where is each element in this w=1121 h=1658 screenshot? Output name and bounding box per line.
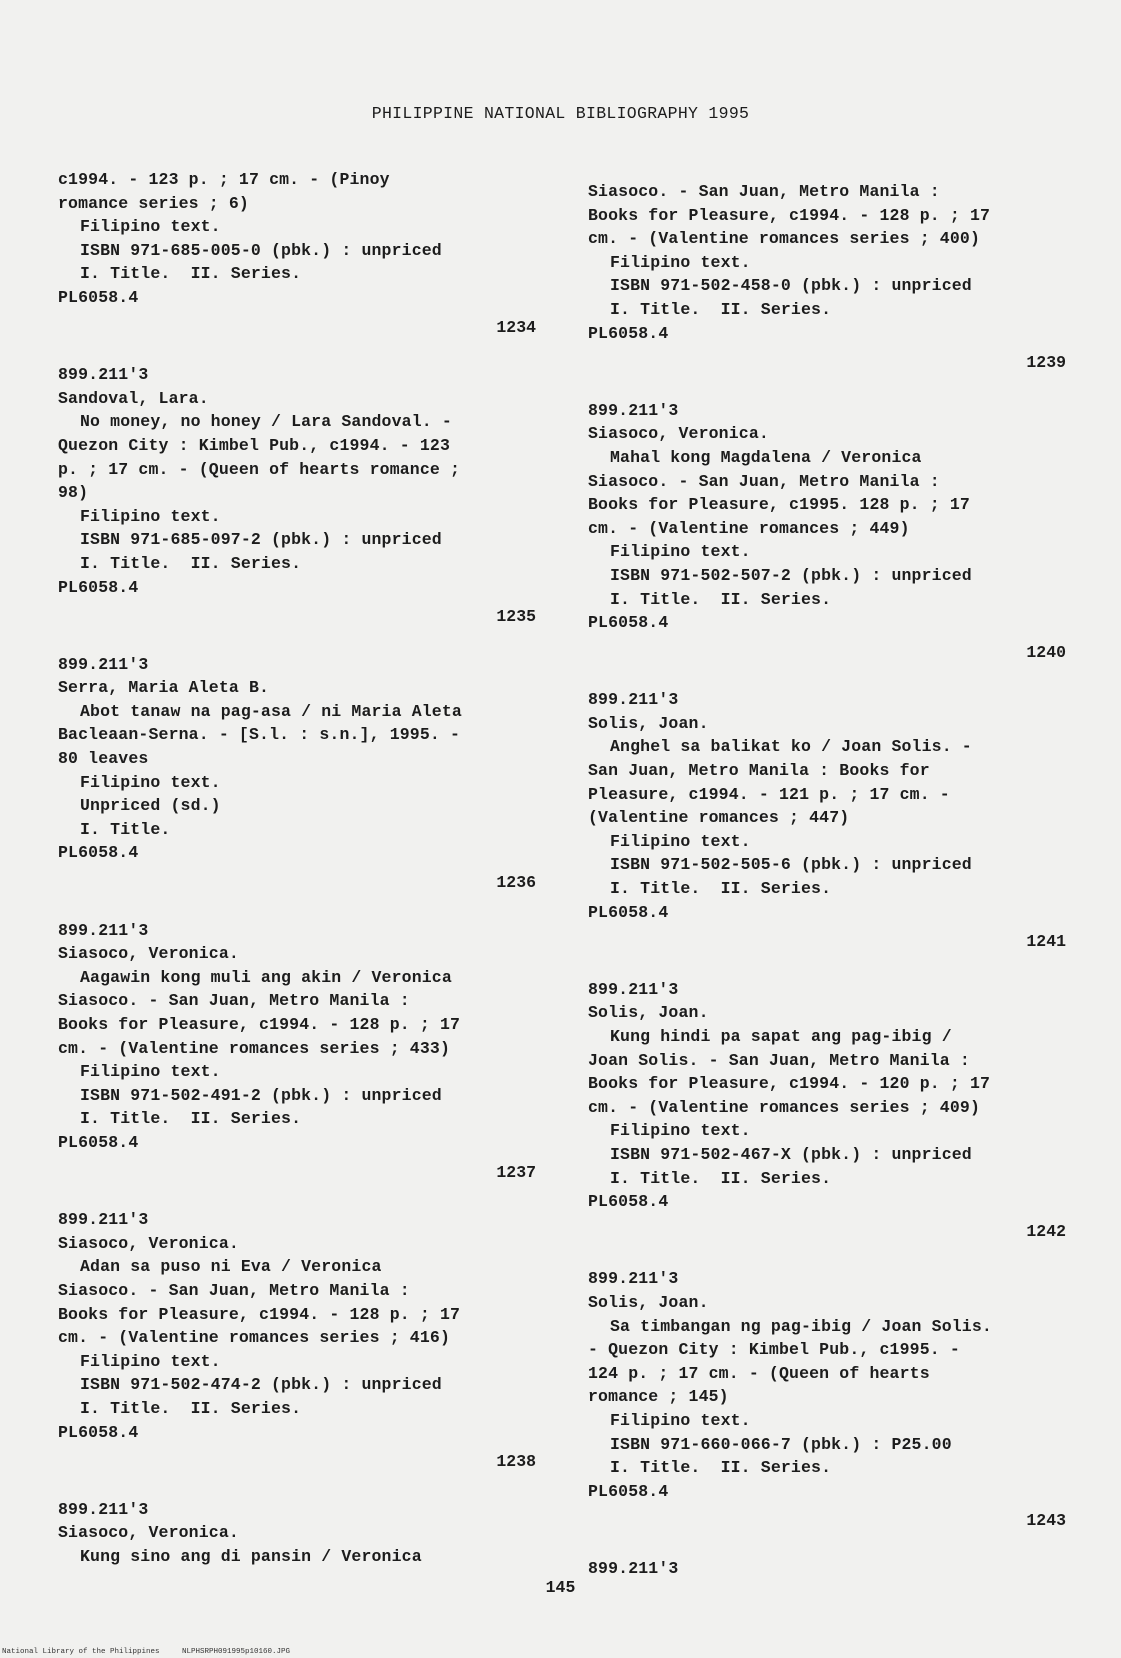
entry-line: (Valentine romances ; 447) bbox=[588, 808, 850, 828]
entry-line: 80 leaves bbox=[58, 749, 149, 769]
entry-number: 1235 bbox=[496, 607, 536, 627]
entry-number: 1237 bbox=[496, 1162, 536, 1182]
entry-line: 124 p. ; 17 cm. - (Queen of hearts bbox=[588, 1363, 930, 1383]
entry-spacer bbox=[588, 1533, 1068, 1557]
entry-line: ISBN 971-685-097-2 (pbk.) : unpriced bbox=[80, 530, 442, 550]
bibliography-entry bbox=[588, 1557, 1068, 1581]
entry-line: Aagawin kong muli ang akin / Veronica bbox=[80, 967, 452, 987]
entry-number: 1240 bbox=[1026, 642, 1066, 662]
entry-line: 899.211'3 bbox=[588, 979, 679, 999]
entry-number: 1241 bbox=[1026, 932, 1066, 952]
entry-spacer bbox=[58, 1474, 538, 1498]
entry-line: I. Title. II. Series. bbox=[610, 1458, 832, 1478]
entry-line: 899.211'3 bbox=[588, 1558, 679, 1578]
entry-line: ISBN 971-502-458-0 (pbk.) : unpriced bbox=[610, 276, 972, 296]
page-header: PHILIPPINE NATIONAL BIBLIOGRAPHY 1995 bbox=[371, 104, 750, 123]
entry-spacer bbox=[58, 339, 538, 363]
bibliography-entry bbox=[58, 653, 538, 919]
entry-line: Siasoco. - San Juan, Metro Manila : bbox=[58, 991, 410, 1011]
entry-line: Solis, Joan. bbox=[588, 1003, 709, 1023]
entry-line: Filipino text. bbox=[80, 1351, 221, 1371]
entry-line: Solis, Joan. bbox=[588, 713, 709, 733]
entry-line: cm. - (Valentine romances series ; 433) bbox=[58, 1038, 451, 1058]
entry-line: Siasoco, Veronica. bbox=[58, 1233, 239, 1253]
entry-line: Kung hindi pa sapat ang pag-ibig / bbox=[610, 1027, 952, 1046]
entry-line: I. Title. II. Series. bbox=[80, 553, 302, 573]
entry-line: Pleasure, c1994. - 121 p. ; 17 cm. - bbox=[588, 784, 950, 804]
entry-line: Filipino text. bbox=[80, 506, 221, 526]
entry-line: cm. - (Valentine romances series ; 416) bbox=[58, 1328, 451, 1348]
entry-spacer bbox=[588, 954, 1068, 978]
entry-line: Filipino text. bbox=[80, 772, 221, 792]
entry-line: Books for Pleasure, c1994. - 128 p. ; 17 bbox=[588, 205, 991, 225]
entry-line: cm. - (Valentine romances series ; 409) bbox=[588, 1097, 981, 1117]
entry-line: Siasoco. - San Juan, Metro Manila : bbox=[58, 1280, 410, 1300]
entry-line: PL6058.4 bbox=[588, 323, 669, 343]
entry-spacer bbox=[588, 1243, 1068, 1267]
bibliography-entry bbox=[58, 1208, 538, 1498]
entry-number: 1236 bbox=[496, 873, 536, 893]
entry-number: 1234 bbox=[496, 317, 536, 337]
entry-line: ISBN 971-502-467-X (pbk.) : unpriced bbox=[610, 1144, 972, 1164]
entry-line: 899.211'3 bbox=[58, 365, 149, 385]
entry-line: PL6058.4 bbox=[58, 1132, 139, 1152]
entry-line: 98) bbox=[58, 483, 89, 503]
bibliography-entry bbox=[588, 180, 1068, 399]
entry-line: Filipino text. bbox=[610, 831, 751, 851]
entry-line: Anghel sa balikat ko / Joan Solis. - bbox=[610, 737, 972, 757]
bibliography-entry bbox=[58, 363, 538, 653]
entry-line: PL6058.4 bbox=[58, 287, 139, 307]
entry-line: Adan sa puso ni Eva / Veronica bbox=[80, 1257, 382, 1277]
entry-line: 899.211'3 bbox=[58, 654, 149, 674]
entry-line: Books for Pleasure, c1994. - 128 p. ; 17 bbox=[58, 1015, 461, 1034]
bibliography-entry bbox=[588, 399, 1068, 689]
entry-line: romance series ; 6) bbox=[58, 193, 249, 213]
entry-line: cm. - (Valentine romances ; 449) bbox=[588, 518, 910, 538]
entry-line: PL6058.4 bbox=[588, 1192, 669, 1212]
entry-line: p. ; 17 cm. - (Queen of hearts romance ; bbox=[58, 459, 461, 479]
entry-line: Solis, Joan. bbox=[588, 1292, 709, 1312]
entry-line: Books for Pleasure, c1994. - 128 p. ; 17 bbox=[58, 1304, 461, 1324]
entry-line: Filipino text. bbox=[610, 252, 751, 272]
entry-line: I. Title. II. Series. bbox=[80, 264, 302, 284]
entry-line: Siasoco. - San Juan, Metro Manila : bbox=[588, 471, 940, 491]
entry-line: ISBN 971-502-474-2 (pbk.) : unpriced bbox=[80, 1375, 442, 1395]
entry-line: 899.211'3 bbox=[58, 1210, 149, 1230]
entry-line: 899.211'3 bbox=[588, 1269, 679, 1289]
entry-line: ISBN 971-660-066-7 (pbk.) : P25.00 bbox=[610, 1434, 952, 1454]
bibliography-entry bbox=[588, 978, 1068, 1268]
entry-spacer bbox=[588, 664, 1068, 688]
page-number: 145 bbox=[545, 1578, 576, 1597]
entry-number: 1242 bbox=[1026, 1221, 1066, 1241]
entry-line: I. Title. II. Series. bbox=[80, 1109, 302, 1129]
entry-number: 1239 bbox=[1026, 353, 1066, 373]
entry-line: c1994. - 123 p. ; 17 cm. - (Pinoy bbox=[58, 170, 390, 189]
entry-line: PL6058.4 bbox=[58, 843, 139, 863]
entry-line: Joan Solis. - San Juan, Metro Manila : bbox=[588, 1050, 970, 1070]
entry-line: 899.211'3 bbox=[588, 400, 679, 420]
entry-line: Filipino text. bbox=[80, 217, 221, 237]
entry-line: I. Title. II. Series. bbox=[610, 879, 832, 899]
entry-line: San Juan, Metro Manila : Books for bbox=[588, 761, 930, 781]
right-column bbox=[588, 180, 1068, 1580]
entry-line: No money, no honey / Lara Sandoval. - bbox=[80, 412, 452, 432]
bibliography-entry bbox=[58, 1498, 538, 1569]
entry-line: Mahal kong Magdalena / Veronica bbox=[610, 447, 922, 467]
entry-line: Abot tanaw na pag-asa / ni Maria Aleta bbox=[80, 701, 462, 721]
entry-line: Bacleaan-Serna. - [S.l. : s.n.], 1995. - bbox=[58, 725, 461, 745]
entry-line: I. Title. bbox=[80, 819, 171, 839]
entry-line: Siasoco, Veronica. bbox=[58, 1523, 239, 1543]
entry-line: - Quezon City : Kimbel Pub., c1995. - bbox=[588, 1340, 960, 1360]
entry-line: Filipino text. bbox=[610, 542, 751, 562]
left-column bbox=[58, 168, 538, 1568]
entry-line: Books for Pleasure, c1995. 128 p. ; 17 bbox=[588, 495, 970, 515]
entry-line: Quezon City : Kimbel Pub., c1994. - 123 bbox=[58, 435, 451, 455]
entry-line: ISBN 971-502-507-2 (pbk.) : unpriced bbox=[610, 565, 972, 585]
entry-number: 1243 bbox=[1026, 1511, 1066, 1531]
entry-line: ISBN 971-502-505-6 (pbk.) : unpriced bbox=[610, 855, 972, 875]
entry-line: Kung sino ang di pansin / Veronica bbox=[80, 1546, 422, 1566]
entry-line: Sa timbangan ng pag-ibig / Joan Solis. bbox=[610, 1316, 992, 1336]
entry-line: ISBN 971-502-491-2 (pbk.) : unpriced bbox=[80, 1085, 442, 1105]
entry-line: Siasoco, Veronica. bbox=[588, 424, 769, 444]
entry-line: Filipino text. bbox=[80, 1062, 221, 1082]
entry-spacer bbox=[58, 1184, 538, 1208]
entry-line: 899.211'3 bbox=[58, 920, 149, 940]
entry-line: ISBN 971-685-005-0 (pbk.) : unpriced bbox=[80, 240, 442, 260]
entry-line: Filipino text. bbox=[610, 1121, 751, 1141]
entry-line: Sandoval, Lara. bbox=[58, 388, 209, 408]
entry-line: romance ; 145) bbox=[588, 1387, 729, 1407]
entry-line: PL6058.4 bbox=[588, 1481, 669, 1501]
bibliography-entry bbox=[588, 688, 1068, 978]
entry-line: PL6058.4 bbox=[588, 613, 669, 633]
entry-spacer bbox=[588, 375, 1068, 399]
entry-spacer bbox=[58, 895, 538, 919]
entry-line: cm. - (Valentine romances series ; 400) bbox=[588, 229, 981, 249]
bibliography-entry bbox=[588, 1267, 1068, 1557]
entry-line: PL6058.4 bbox=[588, 902, 669, 922]
entry-line: Unpriced (sd.) bbox=[80, 796, 221, 816]
entry-line: I. Title. II. Series. bbox=[80, 1398, 302, 1418]
entry-line: Books for Pleasure, c1994. - 120 p. ; 17 bbox=[588, 1074, 991, 1094]
entry-spacer bbox=[58, 629, 538, 653]
entry-number: 1238 bbox=[496, 1452, 536, 1472]
entry-line: I. Title. II. Series. bbox=[610, 299, 832, 319]
entry-line: 899.211'3 bbox=[58, 1499, 149, 1519]
bibliography-entry bbox=[58, 919, 538, 1209]
entry-line: I. Title. II. Series. bbox=[610, 1168, 832, 1188]
entry-line: PL6058.4 bbox=[58, 1422, 139, 1442]
bibliography-entry bbox=[58, 168, 538, 363]
entry-line: I. Title. II. Series. bbox=[610, 589, 832, 609]
entry-line: 899.211'3 bbox=[588, 690, 679, 710]
entry-line: Siasoco. - San Juan, Metro Manila : bbox=[588, 182, 940, 201]
entry-line: PL6058.4 bbox=[58, 577, 139, 597]
entry-line: Serra, Maria Aleta B. bbox=[58, 678, 270, 698]
scan-caption: National Library of the Philippines NLPHSRPH091995p10160.JPG bbox=[2, 1648, 291, 1656]
entry-line: Siasoco, Veronica. bbox=[58, 944, 239, 964]
entry-line: Filipino text. bbox=[610, 1410, 751, 1430]
